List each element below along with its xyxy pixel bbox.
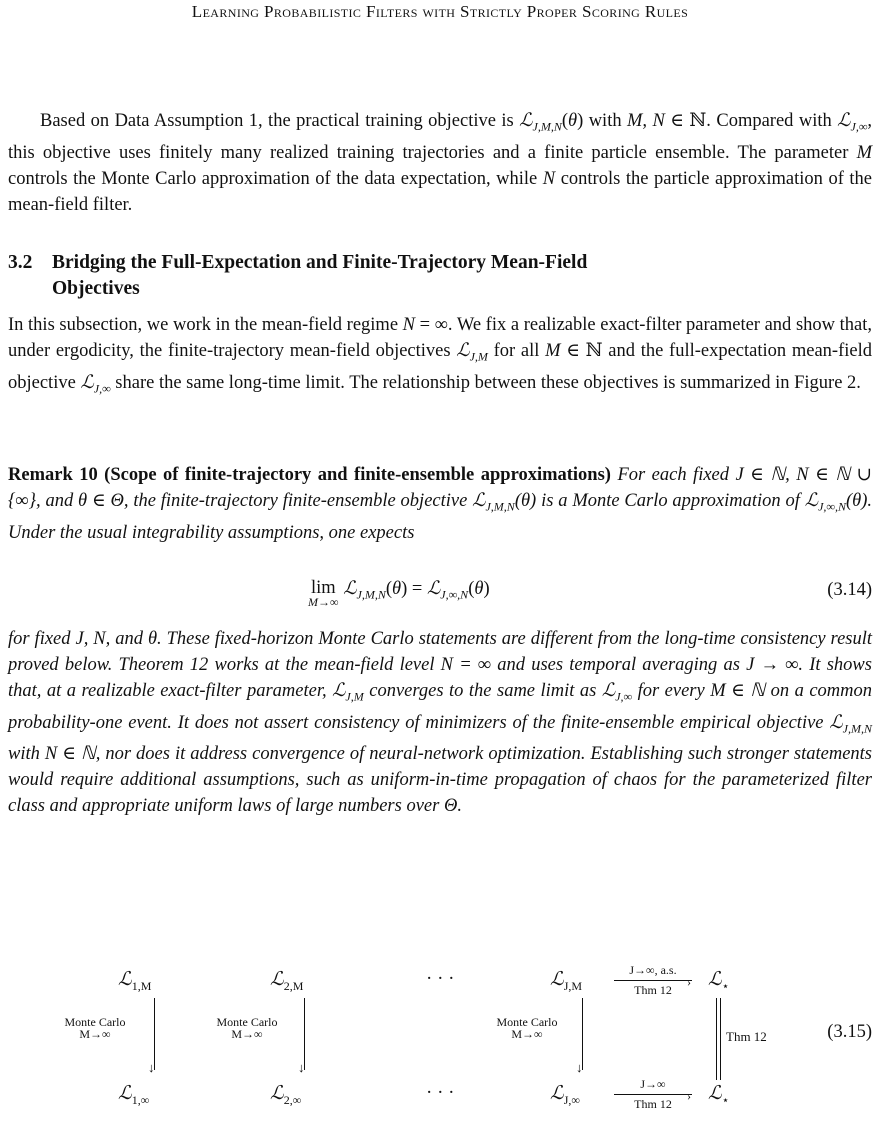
remark-10: Remark 10 (Scope of finite-trajectory and finite-ensemble approximations) For each fixed J ∈ ℕ, N ∈ ℕ ∪ {∞}, and θ ∈ Θ, the finite-trajectory finite-ensemble objective ℒ$_{J,M,N}$(θ) is a Monte Carlo approximation of ℒ$_{J,\infty,N}$(θ). Under the usual integrability assumptions, one expects — [8, 465, 873, 543]
running-head: Learning Probabilistic Filters with Strictly Proper Scoring Rules — [191, 2, 689, 21]
paragraph-objective: Based on Data Assumption 1, the practical training objective is ℒ$_{J,M,N}$(θ) with M, N ∈ ℕ. Compared with ℒ$_{J,\infty}$, this objective uses finitely many realized training trajectories and a finite particle ensemble. The parameter M controls the Monte Carlo approximation of the data expectation, while N controls the particle approximation of the mean-field filter. — [8, 110, 873, 215]
equation-number: (3.15) — [827, 1022, 872, 1042]
paragraph-subsection-intro: In this subsection, we work in the mean-field regime N = ∞. We fix a realizable exact-filter parameter and show that, under ergodicity, the finite-trajectory mean-field objectives ℒ$_{J,M}$ for all M ∈ ℕ and the full-expectation mean-field objective ℒ$_{J,\infty}$ share the same long-time limit. The relationship between these objectives is summarized in Figure 2. — [8, 315, 873, 396]
remark-10-continued: for fixed J, N, and θ. These fixed-horizon Monte Carlo statements are different from the long-time consistency result proved below. Theorem 12 works at the mean-field level N = ∞ and uses temporal averaging as J → ∞. It shows that, at a realizable exact-filter parameter, ℒ$_{J,M}$ converges to the same limit as ℒ$_{J,\infty}$ for every M ∈ ℕ on a common probability-one event. It does not assert consistency of minimizers of the finite-ensemble empirical objective ℒ$_{J,M,N}$ with N ∈ ℕ, nor does it address convergence of neural-network optimization. Establishing such stronger statements would require additional assumptions, such as uniform-in-time propagation of chaos for the parameterized filter class and appropriate uniform laws of large numbers over Θ. — [8, 629, 873, 817]
equation-3-14: lim M→∞ ℒ$_{J,M,N}$(θ) = ℒ$_{J,\infty,N}$(θ) (3.14) — [308, 578, 872, 609]
equation-number: (3.14) — [827, 580, 872, 600]
section-heading: 3.2 Bridging the Full-Expectation and Finite-Trajectory Mean-Field Objectives — [8, 252, 588, 299]
commutative-diagram-3-15: ℒ$_{1,M}$ ℒ$_{2,M}$ · · · ℒ$_{J,M}$ ℒ$_⋆$ J→∞, a.s. › Thm 12 Monte Carlo M→∞ ↓ Monte Carlo M→∞ ↓ Monte Carlo M→∞ ↓ Thm 12 (3.15) ℒ$_{1,\infty}$ ℒ$_{2,\infty}$ · · · ℒ$_{J,\infty}$ ℒ$_⋆$ J→∞ › Thm 12 — [64, 963, 872, 1111]
